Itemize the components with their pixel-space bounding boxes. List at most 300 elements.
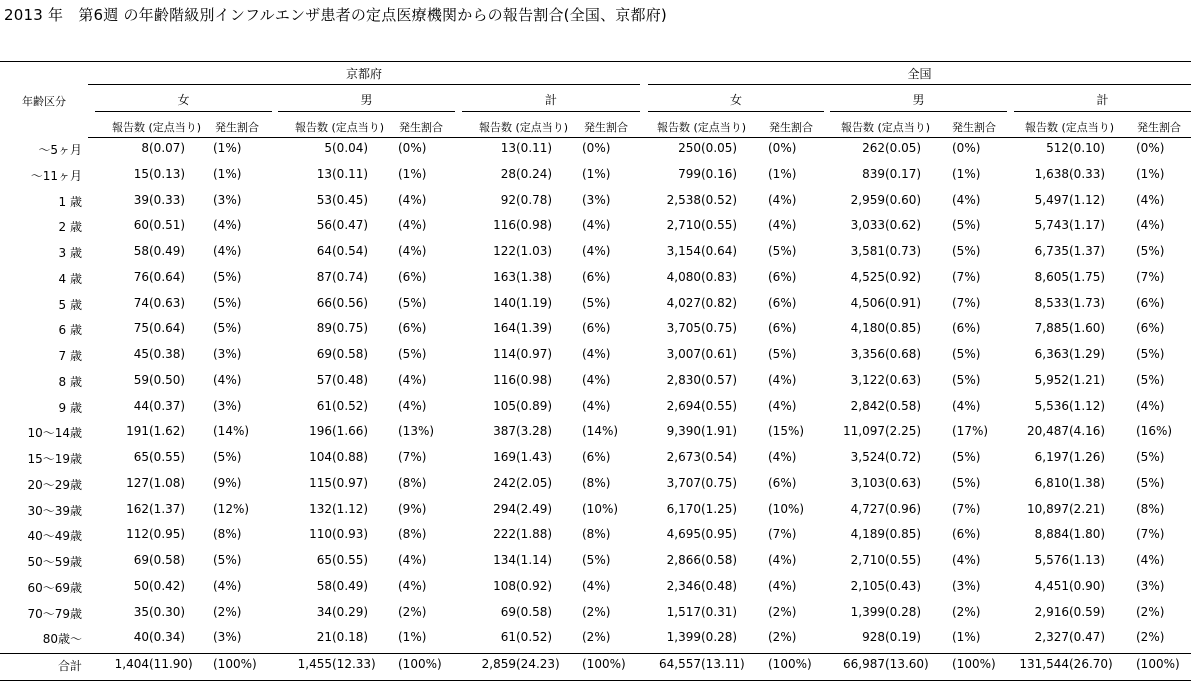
occurrence-ratio: (4%)	[1136, 218, 1165, 232]
per-sentinel-rate: (11.90)	[149, 657, 193, 671]
occurrence-ratio: (17%)	[952, 424, 989, 438]
per-sentinel-rate: (0.61)	[701, 347, 738, 361]
table-row	[0, 450, 1191, 475]
table-row	[0, 321, 1191, 346]
table-row	[0, 579, 1191, 604]
report-count: 60	[133, 218, 149, 232]
occurrence-ratio: (5%)	[952, 244, 981, 258]
occurrence-ratio: (5%)	[1136, 450, 1165, 464]
occurrence-ratio: (14%)	[213, 424, 250, 438]
report-count: 242	[493, 476, 516, 490]
per-sentinel-rate: (1.62)	[149, 424, 186, 438]
per-sentinel-rate: (0.64)	[701, 244, 738, 258]
table-row	[0, 502, 1191, 527]
report-count: 2,842	[850, 399, 885, 413]
sub-header-count: 報告数 (定点当り)	[479, 121, 569, 134]
per-sentinel-rate: (0.63)	[149, 296, 186, 310]
region-header-kyoto: 京都府	[345, 67, 382, 81]
occurrence-ratio: (13%)	[398, 424, 435, 438]
report-count: 92	[500, 193, 516, 207]
occurrence-ratio: (5%)	[952, 373, 981, 387]
report-count: 799	[678, 167, 701, 181]
report-count: 5	[324, 141, 332, 155]
occurrence-ratio: (5%)	[1136, 347, 1165, 361]
occurrence-ratio: (8%)	[582, 476, 611, 490]
report-count: 131,544	[1019, 657, 1069, 671]
report-count: 69	[133, 553, 149, 567]
occurrence-ratio: (2%)	[213, 605, 242, 619]
occurrence-ratio: (2%)	[1136, 630, 1165, 644]
occurrence-ratio: (8%)	[398, 527, 427, 541]
per-sentinel-rate: (1.38)	[516, 270, 553, 284]
report-count: 3,122	[850, 373, 885, 387]
occurrence-ratio: (2%)	[768, 605, 797, 619]
report-count: 11,097	[843, 424, 885, 438]
age-label: 9 歳	[58, 401, 82, 415]
occurrence-ratio: (8%)	[213, 527, 242, 541]
occurrence-ratio: (4%)	[582, 579, 611, 593]
per-sentinel-rate: (0.05)	[885, 141, 922, 155]
report-count: 65	[133, 450, 149, 464]
occurrence-ratio: (4%)	[398, 399, 427, 413]
report-count: 1,404	[114, 657, 149, 671]
per-sentinel-rate: (0.10)	[1069, 141, 1106, 155]
report-count: 104	[309, 450, 332, 464]
occurrence-ratio: (4%)	[213, 218, 242, 232]
report-count: 3,705	[666, 321, 701, 335]
per-sentinel-rate: (0.11)	[516, 141, 553, 155]
per-sentinel-rate: (1.37)	[149, 502, 186, 516]
occurrence-ratio: (0%)	[398, 141, 427, 155]
per-sentinel-rate: (0.74)	[332, 270, 369, 284]
per-sentinel-rate: (0.13)	[149, 167, 186, 181]
occurrence-ratio: (6%)	[768, 321, 797, 335]
occurrence-ratio: (0%)	[768, 141, 797, 155]
age-label: 20〜29歳	[27, 478, 82, 492]
occurrence-ratio: (1%)	[582, 167, 611, 181]
age-label: 8 歳	[58, 375, 82, 389]
report-count: 3,103	[850, 476, 885, 490]
age-label: 50〜59歳	[27, 555, 82, 569]
per-sentinel-rate: (0.38)	[149, 347, 186, 361]
per-sentinel-rate: (0.95)	[149, 527, 186, 541]
per-sentinel-rate: (0.58)	[332, 347, 369, 361]
occurrence-ratio: (5%)	[952, 347, 981, 361]
per-sentinel-rate: (0.85)	[885, 321, 922, 335]
per-sentinel-rate: (0.97)	[516, 347, 553, 361]
occurrence-ratio: (5%)	[952, 450, 981, 464]
per-sentinel-rate: (0.98)	[516, 218, 553, 232]
report-count: 222	[493, 527, 516, 541]
report-count: 69	[316, 347, 332, 361]
per-sentinel-rate: (0.28)	[885, 605, 922, 619]
report-count: 4,727	[850, 502, 885, 516]
occurrence-ratio: (5%)	[768, 347, 797, 361]
report-count: 15	[133, 167, 149, 181]
per-sentinel-rate: (3.28)	[516, 424, 553, 438]
occurrence-ratio: (7%)	[952, 270, 981, 284]
table-row	[0, 605, 1191, 630]
table-row	[0, 553, 1191, 578]
report-count: 6,735	[1034, 244, 1069, 258]
report-count: 4,180	[850, 321, 885, 335]
occurrence-ratio: (8%)	[398, 476, 427, 490]
occurrence-ratio: (5%)	[582, 296, 611, 310]
per-sentinel-rate: (0.07)	[149, 141, 186, 155]
occurrence-ratio: (6%)	[768, 476, 797, 490]
report-count: 8,533	[1034, 296, 1069, 310]
occurrence-ratio: (100%)	[768, 657, 812, 671]
per-sentinel-rate: (0.93)	[332, 527, 369, 541]
per-sentinel-rate: (1.19)	[516, 296, 553, 310]
table-row	[0, 141, 1191, 166]
occurrence-ratio: (4%)	[1136, 193, 1165, 207]
table-row	[0, 218, 1191, 243]
per-sentinel-rate: (0.54)	[332, 244, 369, 258]
occurrence-ratio: (0%)	[582, 141, 611, 155]
per-sentinel-rate: (0.55)	[885, 553, 922, 567]
report-count: 5,743	[1034, 218, 1069, 232]
occurrence-ratio: (2%)	[398, 605, 427, 619]
per-sentinel-rate: (0.18)	[332, 630, 369, 644]
per-sentinel-rate: (0.64)	[149, 321, 186, 335]
occurrence-ratio: (4%)	[213, 373, 242, 387]
occurrence-ratio: (5%)	[1136, 244, 1165, 258]
occurrence-ratio: (6%)	[1136, 296, 1165, 310]
report-count: 1,638	[1034, 167, 1069, 181]
occurrence-ratio: (4%)	[398, 373, 427, 387]
occurrence-ratio: (4%)	[398, 244, 427, 258]
per-sentinel-rate: (0.37)	[149, 399, 186, 413]
report-count: 75	[133, 321, 149, 335]
age-label: 〜5ヶ月	[38, 143, 82, 157]
report-count: 3,007	[666, 347, 701, 361]
occurrence-ratio: (5%)	[398, 347, 427, 361]
report-count: 13	[500, 141, 516, 155]
table-row	[0, 193, 1191, 218]
per-sentinel-rate: (0.89)	[516, 399, 553, 413]
occurrence-ratio: (100%)	[1136, 657, 1180, 671]
per-sentinel-rate: (0.75)	[701, 476, 738, 490]
per-sentinel-rate: (0.88)	[332, 450, 369, 464]
occurrence-ratio: (5%)	[1136, 373, 1165, 387]
per-sentinel-rate: (0.11)	[332, 167, 369, 181]
per-sentinel-rate: (2.05)	[516, 476, 553, 490]
per-sentinel-rate: (1.66)	[332, 424, 369, 438]
report-count: 2,916	[1034, 605, 1069, 619]
occurrence-ratio: (0%)	[1136, 141, 1165, 155]
per-sentinel-rate: (4.16)	[1069, 424, 1106, 438]
per-sentinel-rate: (0.63)	[885, 476, 922, 490]
report-count: 5,576	[1034, 553, 1069, 567]
occurrence-ratio: (9%)	[213, 476, 242, 490]
sex-underline	[1014, 111, 1191, 112]
report-count: 2,866	[666, 553, 701, 567]
region-underline	[648, 84, 1191, 85]
report-count: 57	[316, 373, 332, 387]
table-row	[0, 347, 1191, 372]
occurrence-ratio: (3%)	[213, 399, 242, 413]
report-count: 6,810	[1034, 476, 1069, 490]
occurrence-ratio: (6%)	[952, 321, 981, 335]
occurrence-ratio: (6%)	[768, 270, 797, 284]
report-count: 4,451	[1034, 579, 1069, 593]
region-header-national: 全国	[907, 67, 932, 81]
occurrence-ratio: (6%)	[768, 296, 797, 310]
occurrence-ratio: (10%)	[768, 502, 805, 516]
report-count: 294	[493, 502, 516, 516]
occurrence-ratio: (4%)	[1136, 553, 1165, 567]
occurrence-ratio: (2%)	[1136, 605, 1165, 619]
report-count: 1,399	[850, 605, 885, 619]
report-count: 114	[493, 347, 516, 361]
occurrence-ratio: (4%)	[582, 373, 611, 387]
report-count: 61	[500, 630, 516, 644]
report-count: 928	[862, 630, 885, 644]
per-sentinel-rate: (0.47)	[332, 218, 369, 232]
per-sentinel-rate: (1.08)	[149, 476, 186, 490]
per-sentinel-rate: (0.62)	[885, 218, 922, 232]
report-count: 4,189	[850, 527, 885, 541]
report-count: 250	[678, 141, 701, 155]
report-count: 65	[316, 553, 332, 567]
occurrence-ratio: (6%)	[952, 527, 981, 541]
occurrence-ratio: (5%)	[582, 553, 611, 567]
per-sentinel-rate: (1.80)	[1069, 527, 1106, 541]
occurrence-ratio: (2%)	[582, 630, 611, 644]
sub-header-count: 報告数 (定点当り)	[1025, 121, 1115, 134]
occurrence-ratio: (1%)	[768, 167, 797, 181]
age-label: 1 歳	[58, 195, 82, 209]
per-sentinel-rate: (26.70)	[1069, 657, 1113, 671]
age-label: 10〜14歳	[27, 426, 82, 440]
report-count: 3,356	[850, 347, 885, 361]
per-sentinel-rate: (1.12)	[1069, 193, 1106, 207]
per-sentinel-rate: (0.57)	[701, 373, 738, 387]
occurrence-ratio: (10%)	[582, 502, 619, 516]
per-sentinel-rate: (0.98)	[516, 373, 553, 387]
occurrence-ratio: (3%)	[213, 193, 242, 207]
per-sentinel-rate: (0.95)	[701, 527, 738, 541]
report-count: 3,707	[666, 476, 701, 490]
per-sentinel-rate: (0.49)	[149, 244, 186, 258]
total-row	[0, 657, 1191, 682]
sex-header-kyoto-male: 男	[360, 93, 373, 107]
per-sentinel-rate: (1.43)	[516, 450, 553, 464]
per-sentinel-rate: (13.11)	[701, 657, 745, 671]
occurrence-ratio: (7%)	[952, 502, 981, 516]
per-sentinel-rate: (0.83)	[701, 270, 738, 284]
occurrence-ratio: (4%)	[768, 450, 797, 464]
occurrence-ratio: (5%)	[398, 296, 427, 310]
occurrence-ratio: (6%)	[398, 270, 427, 284]
report-count: 8,605	[1034, 270, 1069, 284]
report-count: 6,363	[1034, 347, 1069, 361]
report-count: 2,959	[850, 193, 885, 207]
sex-underline	[830, 111, 1007, 112]
occurrence-ratio: (12%)	[213, 502, 250, 516]
report-count: 512	[1046, 141, 1069, 155]
report-count: 56	[316, 218, 332, 232]
report-count: 9,390	[666, 424, 701, 438]
per-sentinel-rate: (0.52)	[332, 399, 369, 413]
report-count: 110	[309, 527, 332, 541]
report-count: 4,506	[850, 296, 885, 310]
occurrence-ratio: (4%)	[768, 193, 797, 207]
table-row	[0, 167, 1191, 192]
sub-header-count: 報告数 (定点当り)	[657, 121, 747, 134]
per-sentinel-rate: (1.75)	[1069, 270, 1106, 284]
table-top-rule	[0, 61, 1191, 62]
report-count: 39	[133, 193, 149, 207]
table-row	[0, 270, 1191, 295]
per-sentinel-rate: (1.13)	[1069, 553, 1106, 567]
per-sentinel-rate: (0.92)	[885, 270, 922, 284]
occurrence-ratio: (1%)	[398, 167, 427, 181]
per-sentinel-rate: (1.91)	[701, 424, 738, 438]
report-count: 134	[493, 553, 516, 567]
per-sentinel-rate: (0.63)	[885, 373, 922, 387]
report-count: 122	[493, 244, 516, 258]
per-sentinel-rate: (0.58)	[149, 553, 186, 567]
per-sentinel-rate: (12.33)	[332, 657, 376, 671]
report-count: 66,987	[843, 657, 885, 671]
per-sentinel-rate: (1.12)	[1069, 399, 1106, 413]
occurrence-ratio: (100%)	[213, 657, 257, 671]
sub-header-rate: 発生割合	[584, 121, 628, 134]
report-count: 1,455	[297, 657, 332, 671]
report-count: 3,033	[850, 218, 885, 232]
occurrence-ratio: (0%)	[952, 141, 981, 155]
per-sentinel-rate: (0.51)	[149, 218, 186, 232]
per-sentinel-rate: (0.72)	[885, 450, 922, 464]
per-sentinel-rate: (0.75)	[701, 321, 738, 335]
occurrence-ratio: (4%)	[582, 399, 611, 413]
report-count: 2,538	[666, 193, 701, 207]
occurrence-ratio: (1%)	[398, 630, 427, 644]
occurrence-ratio: (4%)	[398, 218, 427, 232]
per-sentinel-rate: (1.12)	[332, 502, 369, 516]
sub-header-rate: 発生割合	[1137, 121, 1181, 134]
per-sentinel-rate: (0.59)	[1069, 605, 1106, 619]
occurrence-ratio: (4%)	[398, 193, 427, 207]
report-count: 2,830	[666, 373, 701, 387]
per-sentinel-rate: (0.97)	[332, 476, 369, 490]
report-count: 4,027	[666, 296, 701, 310]
subheader-underline	[88, 137, 1191, 138]
per-sentinel-rate: (0.45)	[332, 193, 369, 207]
per-sentinel-rate: (0.33)	[1069, 167, 1106, 181]
age-column-header: 年齢区分	[22, 95, 66, 108]
occurrence-ratio: (5%)	[213, 450, 242, 464]
table-row	[0, 296, 1191, 321]
age-label: 60〜69歳	[27, 581, 82, 595]
age-label: 70〜79歳	[27, 607, 82, 621]
per-sentinel-rate: (0.55)	[332, 553, 369, 567]
per-sentinel-rate: (1.60)	[1069, 321, 1106, 335]
report-count: 839	[862, 167, 885, 181]
report-count: 4,695	[666, 527, 701, 541]
report-count: 74	[133, 296, 149, 310]
per-sentinel-rate: (0.55)	[149, 450, 186, 464]
per-sentinel-rate: (0.92)	[516, 579, 553, 593]
occurrence-ratio: (100%)	[952, 657, 996, 671]
occurrence-ratio: (5%)	[213, 270, 242, 284]
age-label: 3 歳	[58, 246, 82, 260]
occurrence-ratio: (4%)	[398, 579, 427, 593]
occurrence-ratio: (5%)	[952, 476, 981, 490]
occurrence-ratio: (6%)	[582, 270, 611, 284]
report-count: 3,524	[850, 450, 885, 464]
occurrence-ratio: (7%)	[768, 527, 797, 541]
sub-header-rate: 発生割合	[215, 121, 259, 134]
occurrence-ratio: (4%)	[768, 373, 797, 387]
occurrence-ratio: (1%)	[952, 630, 981, 644]
occurrence-ratio: (4%)	[768, 553, 797, 567]
report-count: 53	[316, 193, 332, 207]
report-count: 164	[493, 321, 516, 335]
page-title: 2013 年 第6週 の年齢階級別インフルエンザ患者の定点医療機関からの報告割合(全国、京都府)	[4, 6, 667, 24]
report-count: 35	[133, 605, 149, 619]
occurrence-ratio: (4%)	[398, 553, 427, 567]
report-count: 1,399	[666, 630, 701, 644]
per-sentinel-rate: (1.37)	[1069, 244, 1106, 258]
per-sentinel-rate: (0.24)	[516, 167, 553, 181]
occurrence-ratio: (8%)	[582, 527, 611, 541]
report-count: 28	[500, 167, 516, 181]
report-count: 7,885	[1034, 321, 1069, 335]
report-count: 105	[493, 399, 516, 413]
occurrence-ratio: (5%)	[952, 218, 981, 232]
per-sentinel-rate: (2.25)	[885, 424, 922, 438]
report-count: 3,154	[666, 244, 701, 258]
per-sentinel-rate: (0.28)	[701, 630, 738, 644]
per-sentinel-rate: (0.19)	[885, 630, 922, 644]
per-sentinel-rate: (0.85)	[885, 527, 922, 541]
report-count: 40	[133, 630, 149, 644]
report-count: 21	[316, 630, 332, 644]
per-sentinel-rate: (0.50)	[149, 373, 186, 387]
age-label: 〜11ヶ月	[30, 169, 82, 183]
occurrence-ratio: (4%)	[582, 347, 611, 361]
per-sentinel-rate: (1.17)	[1069, 218, 1106, 232]
per-sentinel-rate: (0.43)	[885, 579, 922, 593]
occurrence-ratio: (3%)	[213, 347, 242, 361]
sub-header-rate: 発生割合	[399, 121, 443, 134]
age-label: 5 歳	[58, 298, 82, 312]
per-sentinel-rate: (0.17)	[885, 167, 922, 181]
sex-underline	[278, 111, 455, 112]
per-sentinel-rate: (1.21)	[1069, 373, 1106, 387]
sex-header-national-male: 男	[912, 93, 925, 107]
report-count: 169	[493, 450, 516, 464]
per-sentinel-rate: (0.55)	[701, 399, 738, 413]
report-count: 44	[133, 399, 149, 413]
occurrence-ratio: (4%)	[1136, 399, 1165, 413]
report-count: 191	[126, 424, 149, 438]
report-count: 140	[493, 296, 516, 310]
per-sentinel-rate: (1.25)	[701, 502, 738, 516]
per-sentinel-rate: (0.48)	[701, 579, 738, 593]
age-label: 4 歳	[58, 272, 82, 286]
region-underline	[88, 84, 640, 85]
per-sentinel-rate: (2.49)	[516, 502, 553, 516]
per-sentinel-rate: (1.26)	[1069, 450, 1106, 464]
report-count: 5,497	[1034, 193, 1069, 207]
occurrence-ratio: (9%)	[398, 502, 427, 516]
per-sentinel-rate: (0.29)	[332, 605, 369, 619]
report-count: 2,105	[850, 579, 885, 593]
